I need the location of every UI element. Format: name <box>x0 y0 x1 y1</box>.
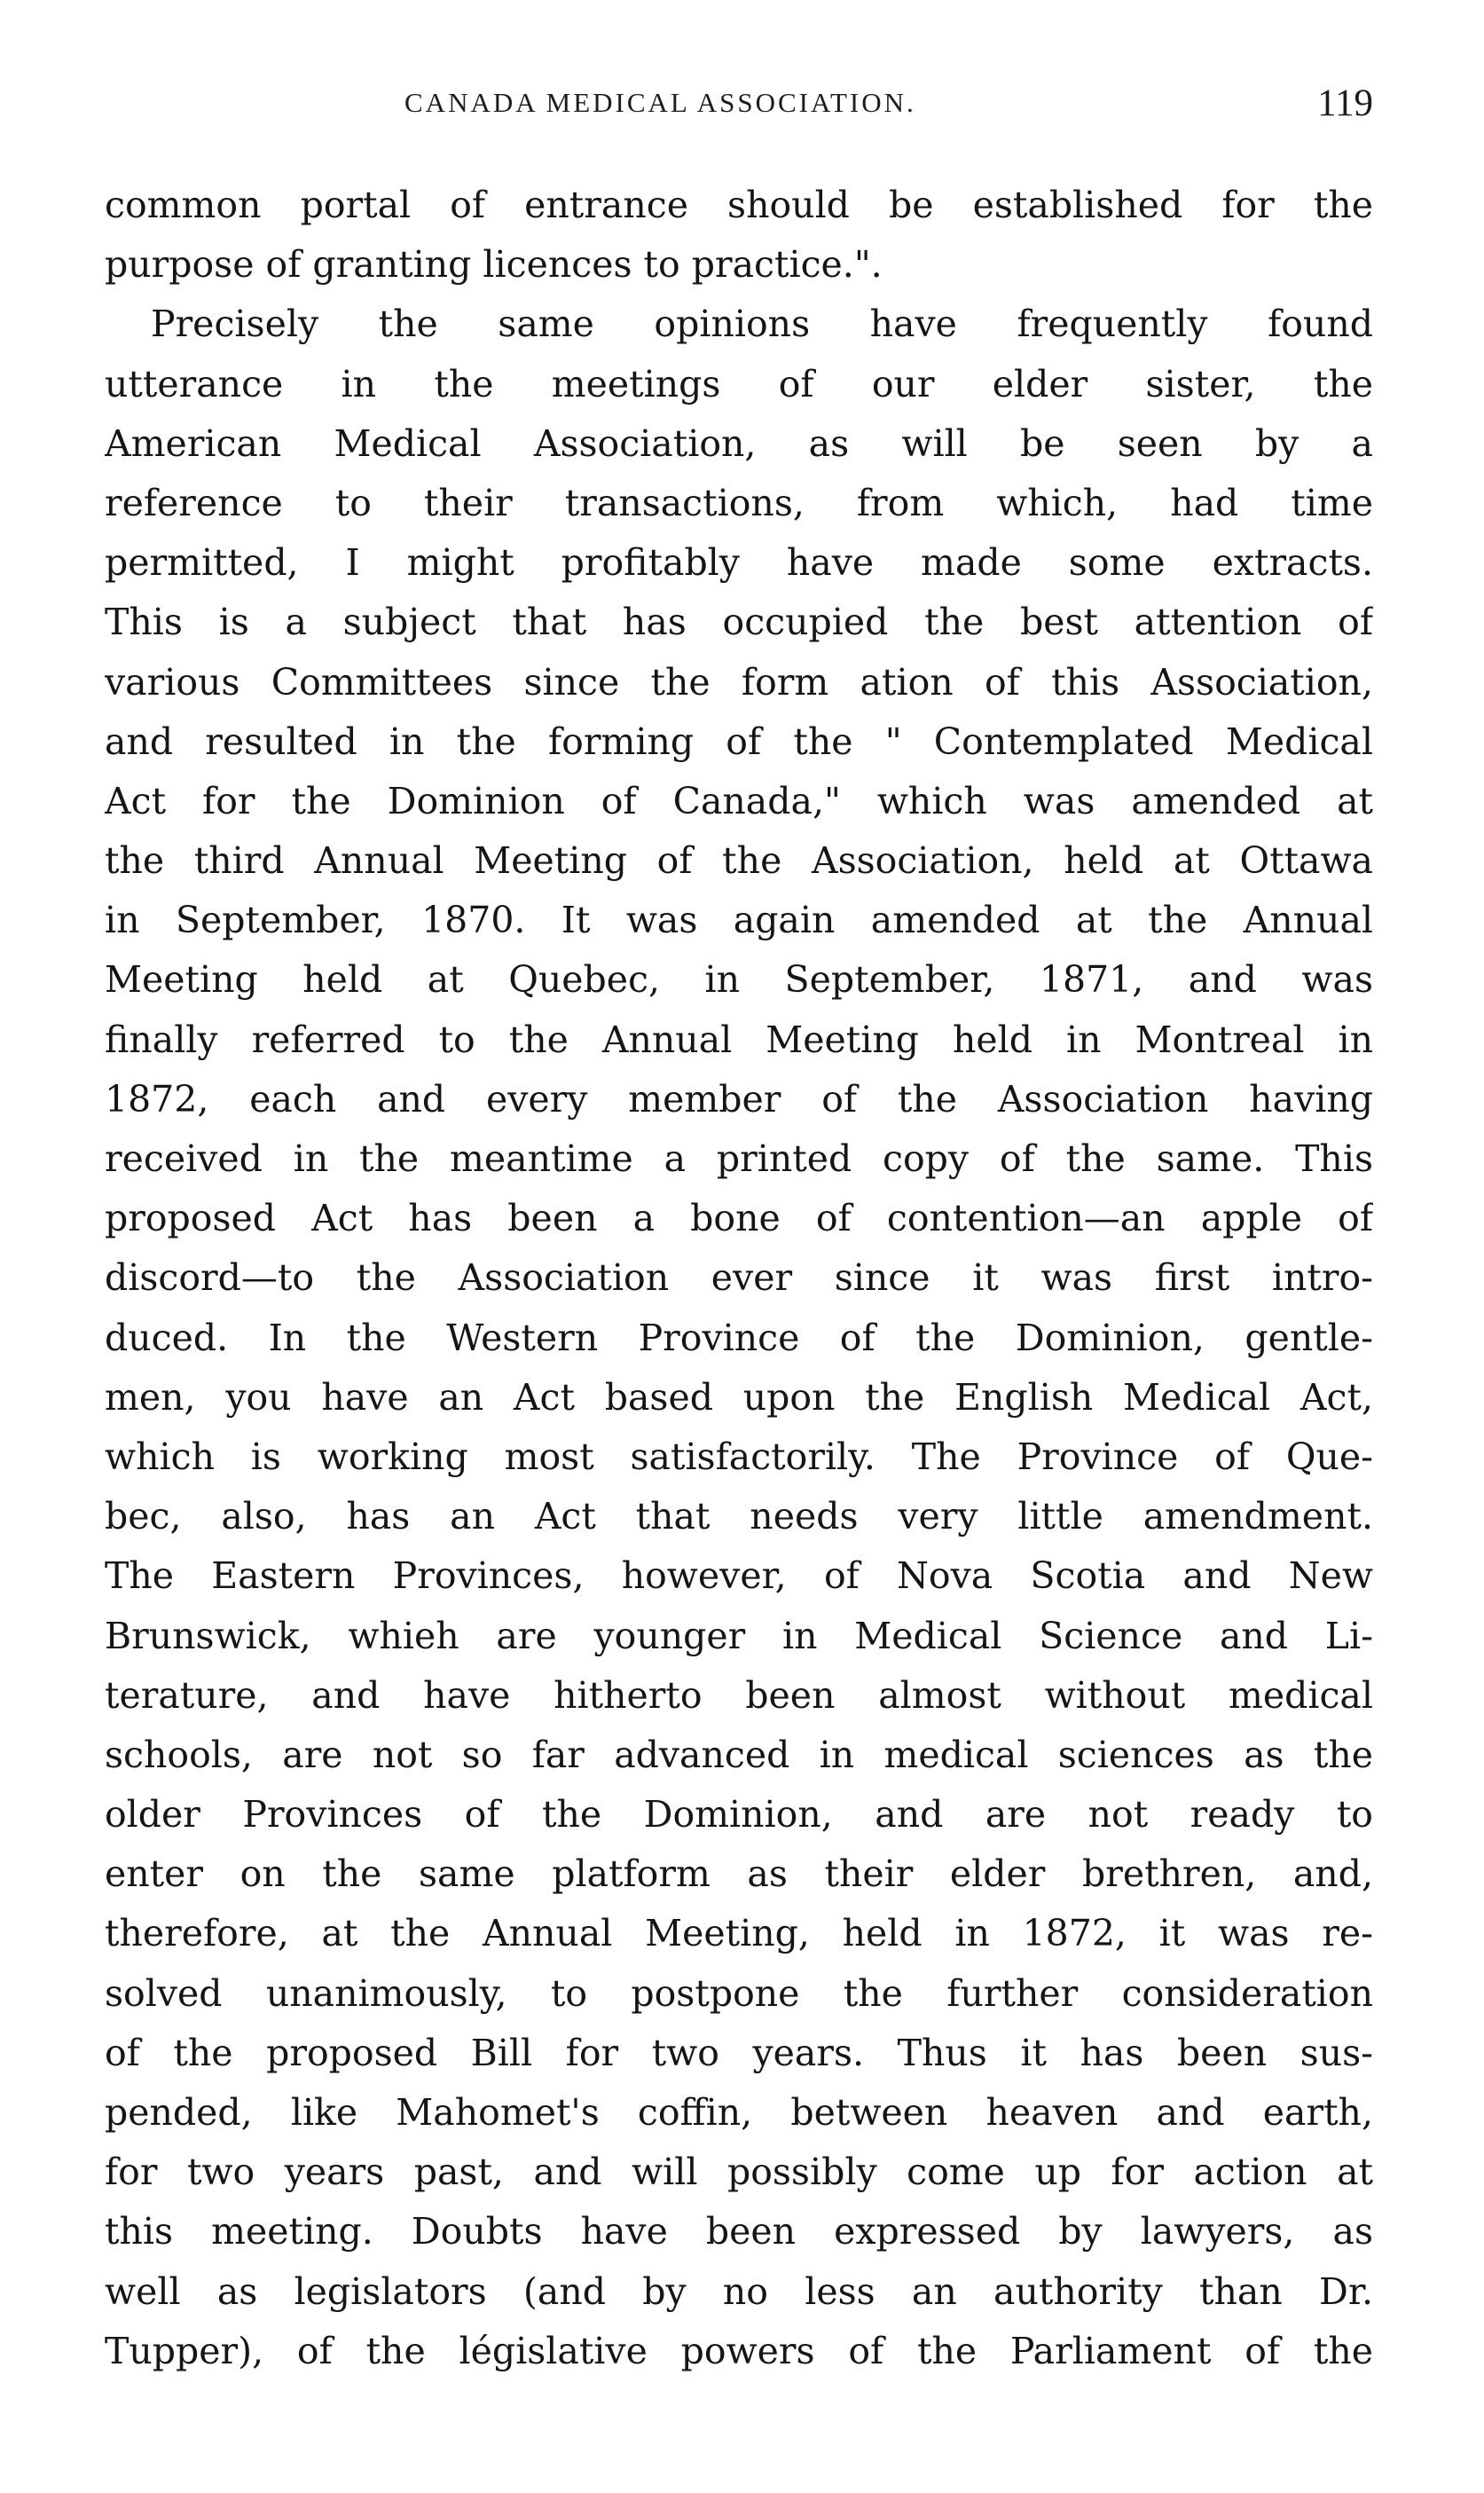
text-line: duced. In the Western Province of the Dominion, gentle- <box>105 1316 1373 1359</box>
text-line: terature, and have hitherto been almost without medical <box>105 1673 1373 1717</box>
text-line: therefore, at the Annual Meeting, held in 1872, it was re- <box>105 1912 1373 1955</box>
running-title: CANADA MEDICAL ASSOCIATION. <box>404 87 916 118</box>
text-line: various Committees since the form ation of this Association, <box>105 660 1373 704</box>
text-line: older Provinces of the Dominion, and are not ready to <box>105 1793 1373 1836</box>
text-line: in September, 1870. It was again amended at the Annual <box>105 899 1373 942</box>
text-line: this meeting. Doubts have been expressed by lawyers, as <box>105 2210 1373 2253</box>
text-line: schools, are not so far advanced in medical sciences as the <box>105 1733 1373 1776</box>
text-line: bec, also, has an Act that needs very little amendment. <box>105 1495 1373 1538</box>
text-line: reference to their transactions, from which, had time <box>105 481 1373 524</box>
text-line: pended, like Mahomet's coffin, between heaven and earth, <box>105 2091 1373 2134</box>
body-text <box>105 176 1373 2381</box>
text-line: solved unanimously, to postpone the further consideration <box>105 1971 1373 2015</box>
text-line: permitted, I might profitably have made some extracts. <box>105 541 1373 585</box>
text-line: which is working most satisfactorily. The Province of Que- <box>105 1435 1373 1478</box>
text-line: and resulted in the forming of the " Contemplated Medical <box>105 720 1373 763</box>
running-head <box>105 82 1373 135</box>
text-line: This is a subject that has occupied the best attention of <box>105 601 1373 644</box>
text-line: utterance in the meetings of our elder sister, the <box>105 362 1373 405</box>
text-line: discord—to the Association ever since it was first intro- <box>105 1256 1373 1300</box>
text-line: received in the meantime a printed copy of the same. This <box>105 1137 1373 1180</box>
text-line: common portal of entrance should be established for the <box>105 184 1373 226</box>
text-line: 1872, each and every member of the Association having <box>105 1077 1373 1121</box>
text-line: The Eastern Provinces, however, of Nova Scotia and New <box>105 1554 1373 1598</box>
page-number: 119 <box>1317 83 1373 124</box>
text-line: purpose of granting licences to practice.". <box>105 243 883 287</box>
text-line: Meeting held at Quebec, in September, 1871, and was <box>105 958 1373 1002</box>
text-line: American Medical Association, as will be seen by a <box>105 421 1373 465</box>
paragraph-first-line: Precisely the same opinions have frequently found <box>151 303 1373 346</box>
text-line: Tupper), of the législative powers of the Parliament of the <box>105 2329 1373 2372</box>
text-line: proposed Act has been a bone of contention—an apple of <box>105 1197 1373 1240</box>
text-line: for two years past, and will possibly come up for action at <box>105 2151 1373 2194</box>
text-line: the third Annual Meeting of the Association, held at Ottawa <box>105 839 1373 883</box>
text-line: men, you have an Act based upon the English Medical Act, <box>105 1375 1373 1419</box>
text-line: well as legislators (and by no less an authority than Dr. <box>105 2269 1373 2313</box>
text-line: Brunswick, whieh are younger in Medical Science and Li- <box>105 1614 1373 1657</box>
text-line: finally referred to the Annual Meeting held in Montreal in <box>105 1018 1373 1061</box>
text-line: Act for the Dominion of Canada," which was amended at <box>105 779 1373 822</box>
text-line: of the proposed Bill for two years. Thus it has been sus- <box>105 2031 1373 2074</box>
text-line: enter on the same platform as their elder brethren, and, <box>105 1852 1373 1896</box>
